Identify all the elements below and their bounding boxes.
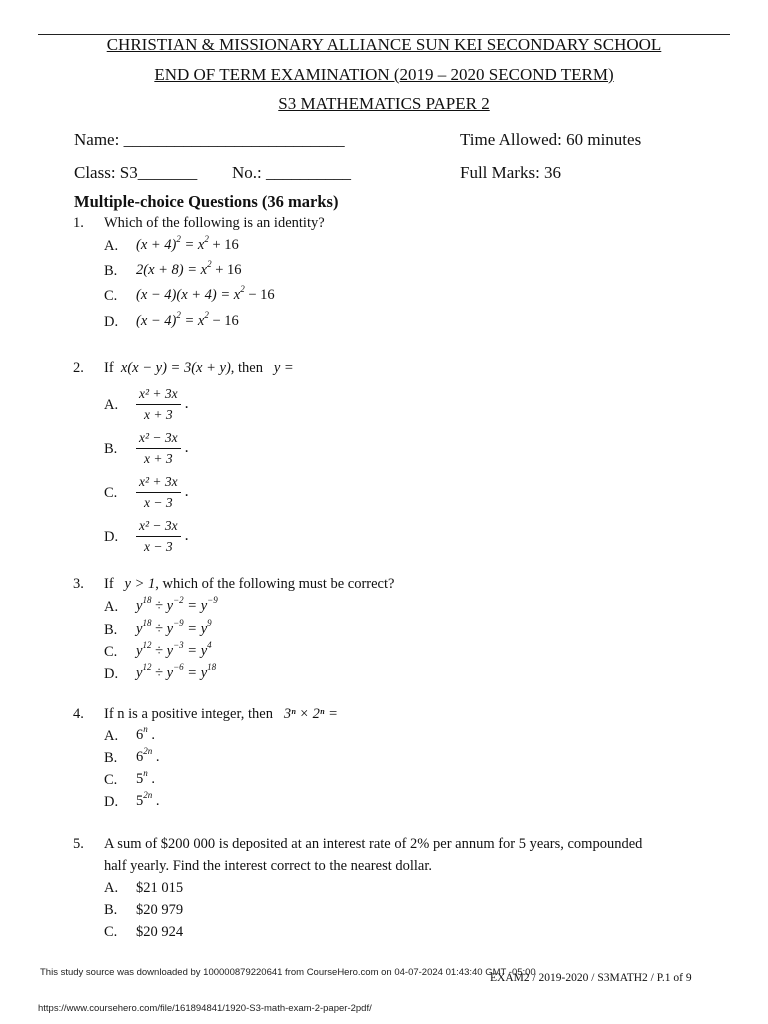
question-number: 3. <box>73 576 84 592</box>
option-1d: $(x - 4)^2 = x^2 - 16$ <box>136 310 239 329</box>
option-4a: 6$^n$ . <box>136 724 155 743</box>
option-1c: $(x - 4)(x + 4) = x^2 - 16$ <box>136 284 275 303</box>
download-note: This study source was downloaded by 100000879220641 from CourseHero.com on 04-07-2024 01:43:40 GMT -05:00 <box>40 967 536 978</box>
option-5a: $21 015 <box>136 880 184 896</box>
question-number: 1. <box>73 215 84 231</box>
section-title: Multiple-choice Questions (36 marks) <box>74 192 339 211</box>
question-stem: If x(x − y) = 3(x + y), then y = <box>104 360 294 376</box>
option-letter: C. <box>104 288 118 304</box>
option-4c: 5$^n$ . <box>136 768 155 787</box>
option-3c: $y^{12} \div y^{-3} = y^4$ <box>136 640 212 659</box>
option-1b: $2(x + 8) = x^2 + 16$ <box>136 259 242 278</box>
option-5c: $20 924 <box>136 924 184 940</box>
option-letter: C. <box>104 485 118 501</box>
name-field: Name: __________________________ <box>74 130 345 149</box>
option-letter: D. <box>104 666 119 682</box>
option-letter: D. <box>104 529 119 545</box>
option-3d: $y^{12} \div y^{-6} = y^{18}$ <box>136 662 217 681</box>
question-number: 4. <box>73 706 84 722</box>
question-stem-line-2: half yearly. Find the interest correct to the nearest dollar. <box>104 858 433 874</box>
option-letter: D. <box>104 314 119 330</box>
full-marks: Full Marks: 36 <box>460 163 562 182</box>
time-allowed: Time Allowed: 60 minutes <box>460 130 642 149</box>
option-2a: $\frac{\text{x² + 3x}}{x + 3}$ . <box>136 386 189 423</box>
option-letter: B. <box>104 622 118 638</box>
option-letter: B. <box>104 441 118 457</box>
option-letter: A. <box>104 880 119 896</box>
option-letter: D. <box>104 794 119 810</box>
question-stem: Which of the following is an identity? <box>104 215 325 231</box>
option-letter: C. <box>104 924 118 940</box>
option-letter: B. <box>104 902 118 918</box>
option-3a: $y^{18} \div y^{-2} = y^{-9}$ <box>136 595 218 614</box>
number-field: No.: __________ <box>232 163 351 182</box>
source-url[interactable]: https://www.coursehero.com/file/161894841/1920-S3-math-exam-2-paper-2pdf/ <box>38 1003 372 1014</box>
paper-title: S3 MATHEMATICS PAPER 2 <box>278 94 490 113</box>
option-5b: $20 979 <box>136 902 184 918</box>
question-number: 2. <box>73 360 84 376</box>
option-letter: B. <box>104 750 118 766</box>
option-4d: $5^{2n}$ . <box>136 790 160 809</box>
school-name: CHRISTIAN & MISSIONARY ALLIANCE SUN KEI SECONDARY SCHOOL <box>106 35 662 54</box>
option-letter: C. <box>104 772 118 788</box>
question-stem: If y > 1, which of the following must be correct? <box>104 576 395 592</box>
option-letter: A. <box>104 238 119 254</box>
option-letter: A. <box>104 599 119 615</box>
option-2d: $\frac{\text{x² − 3x}}{x - 3}$ . <box>136 518 189 555</box>
option-letter: A. <box>104 397 119 413</box>
option-2c: $\frac{\text{x² + 3x}}{x - 3}$ . <box>136 474 189 511</box>
option-letter: B. <box>104 263 118 279</box>
option-3b: $y^{18} \div y^{-9} = y^9$ <box>136 618 212 637</box>
exam-title: END OF TERM EXAMINATION (2019 – 2020 SECOND TERM) <box>154 65 614 84</box>
option-letter: A. <box>104 728 119 744</box>
question-stem: If n is a positive integer, then 3ⁿ × 2ⁿ = <box>104 706 338 722</box>
option-1a: $(x + 4)^2 = x^2 + 16$ <box>136 234 239 253</box>
question-stem-line-1: A sum of $200 000 is deposited at an interest rate of 2% per annum for 5 years, compounded <box>104 836 643 852</box>
option-4b: $6^{2n}$ . <box>136 746 160 765</box>
option-2b: $\frac{\text{x² − 3x}}{x + 3}$ . <box>136 430 189 467</box>
class-field: Class: S3_______ <box>74 163 198 182</box>
page-reference: EXAM2 / 2019-2020 / S3MATH2 / P.1 of 9 <box>490 972 692 984</box>
option-letter: C. <box>104 644 118 660</box>
question-number: 5. <box>73 836 84 852</box>
